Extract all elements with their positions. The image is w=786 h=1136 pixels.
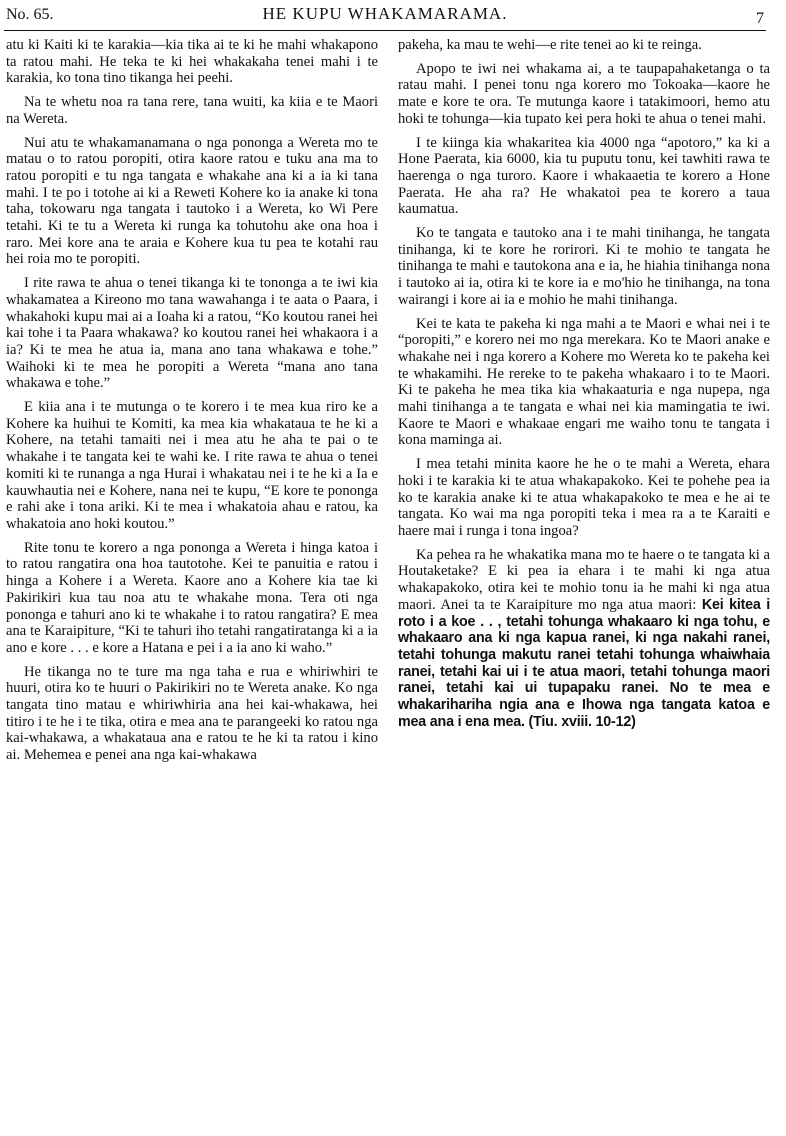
- paragraph: E kiia ana i te mutunga o te korero i te mea kua riro ke a Kohere ka huihui te Komiti, ka mea kia whakataua te he ki a Kohere, na tetahi tamaiti nei i mea atu he aha te pai o te whakahe i te tangata kei te wahi ke. I rite rawa te ahua o tenei komiti ki te runanga a nga Hurai i whakatau nei i te he ki a Ia e kauwhautia nei e Kohere, nana nei te kupu, “E kore te pononga e rahi ake i tona ariki. Ki te mea i whakatoia ahau e ratou, ka whakatoia ano hoki koutou.”: [6, 399, 378, 532]
- paragraph: Na te whetu noa ra tana rere, tana wuiti, ka kiia e te Maori na Wereta.: [6, 94, 378, 127]
- paragraph-text: Ka pehea ra he whakatika mana mo te haere o te tangata ki a Houtaketake? E ki pea ia ehara i te mahi ki nga atua whakapakoko, otira kei te mohio tonu ia he mahi ki nga atua maori. Anei ta te Karaipiture mo nga atua maori:: [398, 546, 770, 613]
- paragraph: Rite tonu te korero a nga pononga a Wereta i hinga katoa i to ratou rangatira ona hoa tautotohe. Kei te panuitia e ratou i hinga a Kohere i a Wereta. Kaore ano a Kohere kia tae ki Pakirikiri kua tau noa atu te whakahe mona. Tera oti nga pononga e tahuri ano ki te whakahe i to ratou rangatira? E mea ana te Karaipiture, “Ki te tahuri iho tetahi rangatiratanga ki a ia ano e kore . . . e kore a Hatana e pei i a ia ano ki waho.”: [6, 539, 378, 656]
- paragraph: Kei te kata te pakeha ki nga mahi a te Maori e whai nei i te “poropiti,” e korero nei mo nga merekara. Ko te Maori anake e whakahe nei i nga korero a Kohere mo Wereta ko te pakeha kei te whakamihi. He rereke to te pakeha whakaaro i to te Maori. Ki te pakeha he mea tika kia whakaaturia e nga nupepa, nga mahi tinihanga a te tangata e whai nei kia mamingatia te iwi. Kaore te Maori e whakaae engari me waiho tonu te tangata i kona maminga ai.: [398, 315, 770, 449]
- running-title: HE KUPU WHAKAMARAMA.: [262, 4, 508, 23]
- page-header: [6, 4, 764, 28]
- paragraph: He tikanga no te ture ma nga taha e rua e whiriwhiri te huuri, otira ko te huuri o Pakirikiri no te Wereta anake. Ko nga tangata tino matau e whiriwhiria ana hei kai-whakawa, hei titiro i te he i te tika, otira e mea ana te parangeeki ko ratou nga kai-whakawa, a whakataua ana e ratou te he ki ta ratou i kino ai. Mehemea e penei ana nga kai-whakawa: [6, 663, 378, 764]
- page-number: 7: [756, 10, 764, 27]
- scripture-quote: Kei kitea i roto i a koe . . , tetahi tohunga whakaaro ki nga tohu, e whakaaro ana ki nga kapua ranei, ki nga nakahi ranei, tetahi tohunga makutu ranei tetahi tohunga whaiwhaia ranei, tetahi kai ui i te atua maori, tetahi tohunga maori ranei, tetahi kai ui tupapaku ranei. No te mea e whakarihariha ngia ana e Ihowa nga tangata katoa e mea ana i ena mea. (Tiu. xviii. 10-12): [398, 596, 770, 730]
- left-column: [6, 37, 378, 1128]
- paragraph: I rite rawa te ahua o tenei tikanga ki te tononga a te iwi kia whakamatea a Kireono mo tana wawahanga i te aata o Paara, i whakahoki kupu mai ai a Ioaha ki a ratou, “Ko koutou ranei hei kai tohe i ta Paara whakawa? ko koutou ranei hei whakaora i a ia? Ki te mea he atua ia, mana ano tana whakawa e tohe.” Waihoki ki te mea he poropiti a Wereta “mana ano tana whakawa e tohe.”: [6, 275, 378, 392]
- paragraph: pakeha, ka mau te wehi—e rite tenei ao ki te reinga.: [398, 37, 702, 53]
- paragraph: I te kiinga kia whakaritea kia 4000 nga “apotoro,” ka ki a Hone Paerata, kia 6000, kia tu puputu tonu, kei tawhiti rawa te haerenga o nga turoro. Kaore i whakaaetia te korero a Hone Paerata. He aha ra? He whakatoi pea te korero a taua kaumatua.: [398, 134, 770, 218]
- paragraph: Ko te tangata e tautoko ana i te mahi tinihanga, he tangata tinihanga, ki te kore he rorirori. Ki te mohio te tangata he tinihanga te mahi e tautokona ana e ia, he hiahia tinihanga nona i tautoko ai ia, otira ki te kore ia e mo'hio he tinihanga, na tona wairangi i kore ai ia e mohio he mahi tinihanga.: [398, 225, 770, 308]
- paragraph: Apopo te iwi nei whakama ai, a te taupapahaketanga o ta ratau mahi. I penei tonu nga korero mo Tokoaka—kaore he mate e kore te ora. Te mutunga kaore i tatakimoori, hemo atu hoki te tohunga—kia tupato kei pera hoki te ahua o tenei mahi.: [398, 60, 770, 127]
- issue-number: No. 65.: [6, 6, 54, 23]
- paragraph-with-quote: [398, 547, 770, 731]
- paragraph: atu ki Kaiti ki te karakia—kia tika ai te ki he mahi whakapono ta ratou mahi. He teka te ki hei whakakaha tenei mahi i te karakia, ko tona tino tikanga hei peehi.: [6, 37, 378, 87]
- paragraph: Nui atu te whakamanamana o nga pononga a Wereta mo te matau o to ratou poropiti, otira kaore ratou e tuku ana ma to ratou poropiti e tu nga tangata e whakahe ana ki a ia ki tana mahi. I te po i totohe ai ki a Reweti Kohere ko ia anake ki tona taha, tokowaru nga tangata i tautoko i a Wereta, ko Wi Pere tetahi. Ki te tu a Wereta ki runga ka tohutohu ake ona hoa i raro. Mei kore ana te araia e Kohere kua tu pea te kotahi rau hei roia mo te poropiti.: [6, 134, 378, 268]
- paragraph: I mea tetahi minita kaore he he o te mahi a Wereta, ehara hoki i te karakia ki te atua whakapakoko. Kei te pohehe pea ia ko te karakia anake ki te atua whakapakoko te mea e he ai te tangata. Ko wai ma nga poropiti teka i mea ra a te Karaiti e haere mai i runga i tona ingoa?: [398, 456, 770, 539]
- header-rule: [4, 30, 766, 31]
- right-column: [398, 37, 770, 1128]
